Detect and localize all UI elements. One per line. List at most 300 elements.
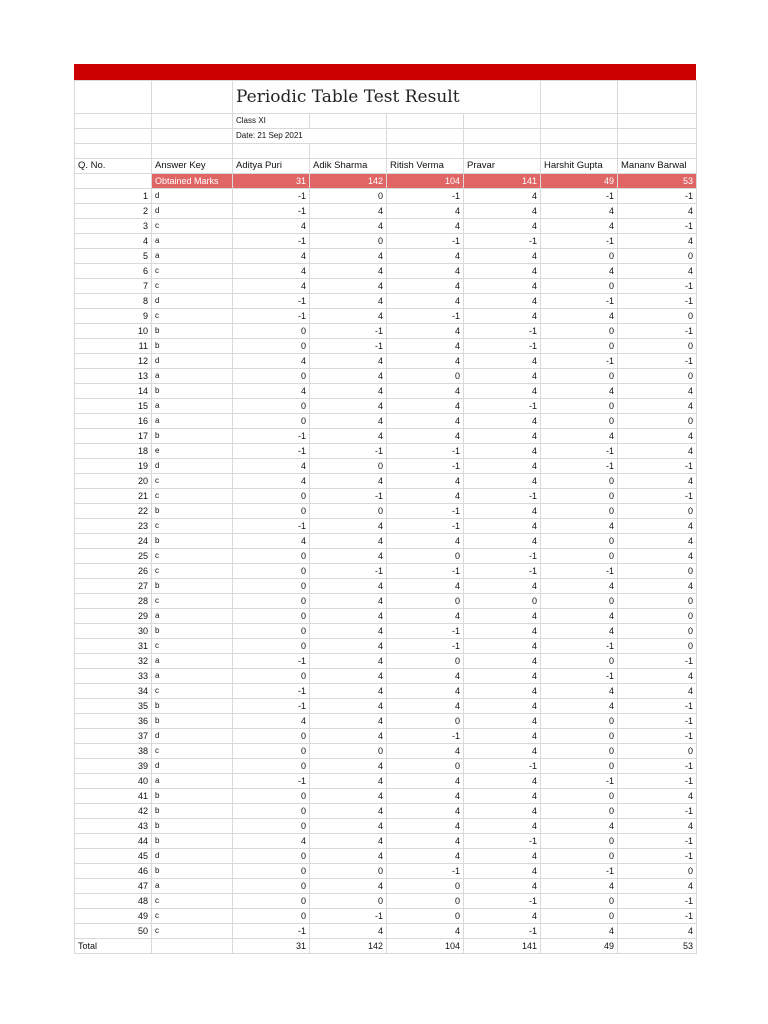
score-cell[interactable]: 0	[541, 279, 618, 294]
score-cell[interactable]: 4	[464, 444, 541, 459]
score-cell[interactable]: 4	[310, 399, 387, 414]
score-cell[interactable]: 4	[310, 639, 387, 654]
answer-key-cell[interactable]: b	[152, 504, 233, 519]
score-cell[interactable]: 4	[618, 399, 697, 414]
score-cell[interactable]: 4	[310, 534, 387, 549]
score-cell[interactable]: 0	[541, 534, 618, 549]
score-cell[interactable]: 4	[310, 474, 387, 489]
score-cell[interactable]: 4	[618, 384, 697, 399]
score-cell[interactable]: 4	[464, 264, 541, 279]
question-number[interactable]: 35	[75, 699, 152, 714]
score-cell[interactable]: 4	[233, 474, 310, 489]
score-cell[interactable]: -1	[464, 489, 541, 504]
score-cell[interactable]: -1	[464, 399, 541, 414]
score-cell[interactable]: 0	[541, 414, 618, 429]
score-cell[interactable]: 4	[387, 699, 464, 714]
score-cell[interactable]: 4	[464, 774, 541, 789]
date-label[interactable]: Date: 21 Sep 2021	[233, 129, 387, 144]
answer-key-cell[interactable]: c	[152, 489, 233, 504]
score-cell[interactable]: 0	[233, 594, 310, 609]
score-cell[interactable]: 0	[310, 504, 387, 519]
score-cell[interactable]: 4	[310, 429, 387, 444]
score-cell[interactable]: 4	[541, 579, 618, 594]
score-cell[interactable]: 0	[310, 864, 387, 879]
score-cell[interactable]: 0	[233, 324, 310, 339]
obtained-mark[interactable]: 31	[233, 174, 310, 189]
score-cell[interactable]: 0	[310, 744, 387, 759]
score-cell[interactable]: 4	[310, 924, 387, 939]
score-cell[interactable]: -1	[541, 459, 618, 474]
score-cell[interactable]: -1	[541, 234, 618, 249]
score-cell[interactable]: -1	[233, 519, 310, 534]
header-student[interactable]: Aditya Puri	[233, 159, 310, 174]
score-cell[interactable]: 4	[310, 594, 387, 609]
question-number[interactable]: 18	[75, 444, 152, 459]
score-cell[interactable]: 4	[464, 579, 541, 594]
answer-key-cell[interactable]: b	[152, 789, 233, 804]
answer-key-cell[interactable]: b	[152, 864, 233, 879]
score-cell[interactable]: 4	[387, 579, 464, 594]
answer-key-cell[interactable]: c	[152, 264, 233, 279]
score-cell[interactable]: 0	[233, 504, 310, 519]
score-cell[interactable]: 0	[233, 789, 310, 804]
score-cell[interactable]: -1	[618, 189, 697, 204]
score-cell[interactable]: 4	[464, 864, 541, 879]
score-cell[interactable]: 4	[387, 399, 464, 414]
score-cell[interactable]: -1	[618, 324, 697, 339]
score-cell[interactable]: -1	[310, 444, 387, 459]
score-cell[interactable]: 0	[618, 504, 697, 519]
question-number[interactable]: 15	[75, 399, 152, 414]
score-cell[interactable]: 0	[233, 564, 310, 579]
score-cell[interactable]: 4	[464, 654, 541, 669]
score-cell[interactable]: 4	[233, 219, 310, 234]
obtained-marks-label[interactable]: Obtained Marks	[152, 174, 233, 189]
answer-key-cell[interactable]: a	[152, 609, 233, 624]
score-cell[interactable]: 4	[464, 699, 541, 714]
score-cell[interactable]: 4	[310, 414, 387, 429]
score-cell[interactable]: 4	[310, 279, 387, 294]
score-cell[interactable]: -1	[618, 219, 697, 234]
score-cell[interactable]: 0	[541, 474, 618, 489]
score-cell[interactable]: 0	[541, 714, 618, 729]
score-cell[interactable]: 4	[541, 684, 618, 699]
score-cell[interactable]: 4	[387, 339, 464, 354]
score-cell[interactable]: 4	[541, 384, 618, 399]
answer-key-cell[interactable]: d	[152, 189, 233, 204]
score-cell[interactable]: 4	[310, 309, 387, 324]
score-cell[interactable]: 0	[233, 639, 310, 654]
score-cell[interactable]: -1	[233, 189, 310, 204]
score-cell[interactable]: -1	[618, 804, 697, 819]
score-cell[interactable]: 4	[387, 669, 464, 684]
score-cell[interactable]: -1	[618, 354, 697, 369]
question-number[interactable]: 2	[75, 204, 152, 219]
question-number[interactable]: 48	[75, 894, 152, 909]
score-cell[interactable]: -1	[387, 459, 464, 474]
score-cell[interactable]: 4	[233, 384, 310, 399]
score-cell[interactable]: 4	[464, 849, 541, 864]
score-cell[interactable]: 4	[387, 789, 464, 804]
question-number[interactable]: 7	[75, 279, 152, 294]
answer-key-cell[interactable]: b	[152, 624, 233, 639]
score-cell[interactable]: 4	[310, 879, 387, 894]
answer-key-cell[interactable]: c	[152, 549, 233, 564]
score-cell[interactable]: -1	[618, 714, 697, 729]
score-cell[interactable]: -1	[387, 639, 464, 654]
score-cell[interactable]: 4	[310, 384, 387, 399]
score-cell[interactable]: 0	[387, 549, 464, 564]
score-cell[interactable]: 0	[233, 549, 310, 564]
header-answer-key[interactable]: Answer Key	[152, 159, 233, 174]
score-cell[interactable]: 4	[387, 414, 464, 429]
score-cell[interactable]: -1	[464, 339, 541, 354]
question-number[interactable]: 6	[75, 264, 152, 279]
answer-key-cell[interactable]: c	[152, 909, 233, 924]
score-cell[interactable]: 0	[233, 609, 310, 624]
score-cell[interactable]: 0	[233, 879, 310, 894]
score-cell[interactable]: 0	[618, 339, 697, 354]
score-cell[interactable]: 4	[541, 429, 618, 444]
score-cell[interactable]: -1	[618, 699, 697, 714]
score-cell[interactable]: 4	[618, 519, 697, 534]
score-cell[interactable]: 4	[618, 534, 697, 549]
score-cell[interactable]: 4	[464, 354, 541, 369]
answer-key-cell[interactable]: c	[152, 219, 233, 234]
score-cell[interactable]: 0	[541, 654, 618, 669]
score-cell[interactable]: 4	[464, 879, 541, 894]
score-cell[interactable]: -1	[233, 444, 310, 459]
score-cell[interactable]: -1	[618, 909, 697, 924]
score-cell[interactable]: 4	[464, 384, 541, 399]
header-student[interactable]: Adik Sharma	[310, 159, 387, 174]
score-cell[interactable]: -1	[310, 339, 387, 354]
score-cell[interactable]: 4	[310, 819, 387, 834]
score-cell[interactable]: -1	[618, 834, 697, 849]
score-cell[interactable]: 4	[464, 609, 541, 624]
score-cell[interactable]: 0	[541, 489, 618, 504]
answer-key-cell[interactable]: b	[152, 384, 233, 399]
score-cell[interactable]: 0	[464, 594, 541, 609]
answer-key-cell[interactable]: a	[152, 879, 233, 894]
score-cell[interactable]: 4	[464, 429, 541, 444]
answer-key-cell[interactable]: d	[152, 354, 233, 369]
score-cell[interactable]: 4	[387, 489, 464, 504]
answer-key-cell[interactable]: c	[152, 564, 233, 579]
score-cell[interactable]: 0	[387, 759, 464, 774]
answer-key-cell[interactable]: d	[152, 759, 233, 774]
answer-key-cell[interactable]: a	[152, 399, 233, 414]
score-cell[interactable]: 4	[464, 534, 541, 549]
score-cell[interactable]: 4	[387, 849, 464, 864]
score-cell[interactable]: -1	[618, 279, 697, 294]
answer-key-cell[interactable]: c	[152, 594, 233, 609]
score-cell[interactable]: -1	[464, 759, 541, 774]
score-cell[interactable]: -1	[464, 324, 541, 339]
score-cell[interactable]: 4	[387, 684, 464, 699]
score-cell[interactable]: 4	[541, 624, 618, 639]
score-cell[interactable]: 4	[233, 354, 310, 369]
score-cell[interactable]: 4	[387, 924, 464, 939]
score-cell[interactable]: 4	[233, 714, 310, 729]
question-number[interactable]: 16	[75, 414, 152, 429]
score-cell[interactable]: 4	[618, 264, 697, 279]
score-cell[interactable]: -1	[310, 324, 387, 339]
score-cell[interactable]: 4	[541, 699, 618, 714]
total-cell[interactable]: 141	[464, 939, 541, 954]
score-cell[interactable]: 4	[618, 819, 697, 834]
question-number[interactable]: 8	[75, 294, 152, 309]
question-number[interactable]: 28	[75, 594, 152, 609]
score-cell[interactable]: 0	[233, 864, 310, 879]
question-number[interactable]: 43	[75, 819, 152, 834]
score-cell[interactable]: 0	[541, 594, 618, 609]
score-cell[interactable]: -1	[233, 654, 310, 669]
question-number[interactable]: 26	[75, 564, 152, 579]
question-number[interactable]: 27	[75, 579, 152, 594]
score-cell[interactable]: 4	[387, 324, 464, 339]
score-cell[interactable]: 0	[541, 894, 618, 909]
score-cell[interactable]: 4	[464, 819, 541, 834]
question-number[interactable]: 50	[75, 924, 152, 939]
score-cell[interactable]: 0	[618, 639, 697, 654]
question-number[interactable]: 13	[75, 369, 152, 384]
score-cell[interactable]: -1	[233, 924, 310, 939]
question-number[interactable]: 10	[75, 324, 152, 339]
score-cell[interactable]: 4	[464, 504, 541, 519]
answer-key-cell[interactable]: c	[152, 744, 233, 759]
score-cell[interactable]: 4	[310, 834, 387, 849]
score-cell[interactable]: 4	[541, 264, 618, 279]
score-cell[interactable]: 4	[464, 684, 541, 699]
score-cell[interactable]: -1	[541, 669, 618, 684]
score-cell[interactable]: 4	[541, 924, 618, 939]
score-cell[interactable]: -1	[541, 639, 618, 654]
score-cell[interactable]: 4	[464, 309, 541, 324]
score-cell[interactable]: -1	[618, 459, 697, 474]
score-cell[interactable]: 0	[233, 804, 310, 819]
score-cell[interactable]: 0	[233, 909, 310, 924]
score-cell[interactable]: 4	[387, 249, 464, 264]
score-cell[interactable]: -1	[233, 204, 310, 219]
question-number[interactable]: 22	[75, 504, 152, 519]
question-number[interactable]: 30	[75, 624, 152, 639]
score-cell[interactable]: -1	[541, 864, 618, 879]
score-cell[interactable]: -1	[541, 774, 618, 789]
answer-key-cell[interactable]: a	[152, 369, 233, 384]
question-number[interactable]: 25	[75, 549, 152, 564]
score-cell[interactable]: 4	[618, 474, 697, 489]
score-cell[interactable]: 4	[541, 879, 618, 894]
score-cell[interactable]: -1	[387, 444, 464, 459]
question-number[interactable]: 45	[75, 849, 152, 864]
score-cell[interactable]: -1	[387, 519, 464, 534]
score-cell[interactable]: 4	[233, 834, 310, 849]
score-cell[interactable]: 4	[541, 609, 618, 624]
score-cell[interactable]: -1	[310, 489, 387, 504]
answer-key-cell[interactable]: c	[152, 639, 233, 654]
score-cell[interactable]: 4	[310, 774, 387, 789]
score-cell[interactable]: -1	[618, 894, 697, 909]
answer-key-cell[interactable]: b	[152, 804, 233, 819]
question-number[interactable]: 9	[75, 309, 152, 324]
question-number[interactable]: 17	[75, 429, 152, 444]
score-cell[interactable]: 4	[541, 519, 618, 534]
score-cell[interactable]: 4	[233, 279, 310, 294]
score-cell[interactable]: 4	[387, 474, 464, 489]
score-cell[interactable]: 0	[541, 744, 618, 759]
question-number[interactable]: 12	[75, 354, 152, 369]
score-cell[interactable]: 4	[233, 459, 310, 474]
score-cell[interactable]: 4	[464, 279, 541, 294]
score-cell[interactable]: -1	[233, 234, 310, 249]
score-cell[interactable]: -1	[618, 849, 697, 864]
score-cell[interactable]: 0	[233, 579, 310, 594]
score-cell[interactable]: -1	[541, 294, 618, 309]
score-cell[interactable]: 4	[618, 204, 697, 219]
score-cell[interactable]: 4	[310, 369, 387, 384]
score-cell[interactable]: 4	[464, 219, 541, 234]
question-number[interactable]: 34	[75, 684, 152, 699]
obtained-mark[interactable]: 142	[310, 174, 387, 189]
score-cell[interactable]: -1	[464, 894, 541, 909]
score-cell[interactable]: -1	[464, 834, 541, 849]
question-number[interactable]: 36	[75, 714, 152, 729]
score-cell[interactable]: 4	[464, 804, 541, 819]
score-cell[interactable]: 4	[464, 474, 541, 489]
score-cell[interactable]: -1	[233, 294, 310, 309]
score-cell[interactable]: -1	[310, 564, 387, 579]
score-cell[interactable]: 4	[541, 309, 618, 324]
score-cell[interactable]: 4	[310, 669, 387, 684]
question-number[interactable]: 3	[75, 219, 152, 234]
question-number[interactable]: 14	[75, 384, 152, 399]
answer-key-cell[interactable]: a	[152, 774, 233, 789]
score-cell[interactable]: 4	[618, 234, 697, 249]
score-cell[interactable]: 4	[618, 684, 697, 699]
score-cell[interactable]: -1	[464, 234, 541, 249]
question-number[interactable]: 39	[75, 759, 152, 774]
score-cell[interactable]: -1	[310, 909, 387, 924]
score-cell[interactable]: 4	[387, 354, 464, 369]
question-number[interactable]: 44	[75, 834, 152, 849]
score-cell[interactable]: 0	[233, 729, 310, 744]
answer-key-cell[interactable]: c	[152, 924, 233, 939]
score-cell[interactable]: 4	[541, 219, 618, 234]
score-cell[interactable]: 0	[541, 339, 618, 354]
score-cell[interactable]: 4	[387, 384, 464, 399]
question-number[interactable]: 46	[75, 864, 152, 879]
answer-key-cell[interactable]: c	[152, 684, 233, 699]
total-cell[interactable]: 53	[618, 939, 697, 954]
obtained-mark[interactable]: 141	[464, 174, 541, 189]
question-number[interactable]: 20	[75, 474, 152, 489]
question-number[interactable]: 4	[75, 234, 152, 249]
score-cell[interactable]: -1	[233, 699, 310, 714]
score-cell[interactable]: 4	[618, 444, 697, 459]
score-cell[interactable]: -1	[618, 489, 697, 504]
score-cell[interactable]: 0	[387, 909, 464, 924]
page-title[interactable]: Periodic Table Test Result	[233, 81, 541, 114]
score-cell[interactable]: 4	[464, 519, 541, 534]
score-cell[interactable]: 0	[233, 759, 310, 774]
score-cell[interactable]: 4	[233, 534, 310, 549]
score-cell[interactable]: 0	[618, 309, 697, 324]
answer-key-cell[interactable]: c	[152, 474, 233, 489]
question-number[interactable]: 42	[75, 804, 152, 819]
score-cell[interactable]: 0	[618, 744, 697, 759]
score-cell[interactable]: 0	[233, 414, 310, 429]
score-cell[interactable]: 4	[310, 294, 387, 309]
answer-key-cell[interactable]: a	[152, 654, 233, 669]
score-cell[interactable]: 4	[387, 429, 464, 444]
score-cell[interactable]: 4	[310, 519, 387, 534]
score-cell[interactable]: 0	[618, 414, 697, 429]
score-cell[interactable]: -1	[464, 564, 541, 579]
question-number[interactable]: 19	[75, 459, 152, 474]
score-cell[interactable]: 0	[233, 849, 310, 864]
score-cell[interactable]: 4	[387, 204, 464, 219]
question-number[interactable]: 11	[75, 339, 152, 354]
header-qno[interactable]: Q. No.	[75, 159, 152, 174]
answer-key-cell[interactable]: b	[152, 714, 233, 729]
score-cell[interactable]: 4	[464, 714, 541, 729]
question-number[interactable]: 31	[75, 639, 152, 654]
answer-key-cell[interactable]: b	[152, 579, 233, 594]
answer-key-cell[interactable]: a	[152, 414, 233, 429]
score-cell[interactable]: 0	[310, 234, 387, 249]
answer-key-cell[interactable]: b	[152, 534, 233, 549]
score-cell[interactable]: 0	[233, 819, 310, 834]
score-cell[interactable]: 4	[387, 219, 464, 234]
score-cell[interactable]: 0	[618, 609, 697, 624]
total-cell[interactable]: 49	[541, 939, 618, 954]
score-cell[interactable]: 4	[387, 264, 464, 279]
score-cell[interactable]: -1	[387, 234, 464, 249]
total-label[interactable]: Total	[75, 939, 152, 954]
score-cell[interactable]: 4	[310, 654, 387, 669]
score-cell[interactable]: 4	[618, 879, 697, 894]
answer-key-cell[interactable]: c	[152, 309, 233, 324]
total-cell[interactable]: 142	[310, 939, 387, 954]
answer-key-cell[interactable]: a	[152, 249, 233, 264]
score-cell[interactable]: 4	[464, 459, 541, 474]
score-cell[interactable]: 4	[618, 429, 697, 444]
score-cell[interactable]: 0	[541, 549, 618, 564]
answer-key-cell[interactable]: b	[152, 429, 233, 444]
score-cell[interactable]: 0	[233, 489, 310, 504]
question-number[interactable]: 23	[75, 519, 152, 534]
question-number[interactable]: 21	[75, 489, 152, 504]
score-cell[interactable]: 4	[310, 849, 387, 864]
score-cell[interactable]: 0	[541, 399, 618, 414]
score-cell[interactable]: -1	[618, 294, 697, 309]
score-cell[interactable]: 0	[541, 729, 618, 744]
score-cell[interactable]: 4	[310, 219, 387, 234]
score-cell[interactable]: 4	[618, 579, 697, 594]
obtained-mark[interactable]: 53	[618, 174, 697, 189]
score-cell[interactable]: -1	[541, 444, 618, 459]
answer-key-cell[interactable]: c	[152, 894, 233, 909]
answer-key-cell[interactable]: b	[152, 834, 233, 849]
score-cell[interactable]: 4	[310, 549, 387, 564]
question-number[interactable]: 33	[75, 669, 152, 684]
score-cell[interactable]: 4	[387, 744, 464, 759]
score-cell[interactable]: 4	[387, 279, 464, 294]
total-cell[interactable]: 104	[387, 939, 464, 954]
question-number[interactable]: 47	[75, 879, 152, 894]
score-cell[interactable]: -1	[233, 429, 310, 444]
